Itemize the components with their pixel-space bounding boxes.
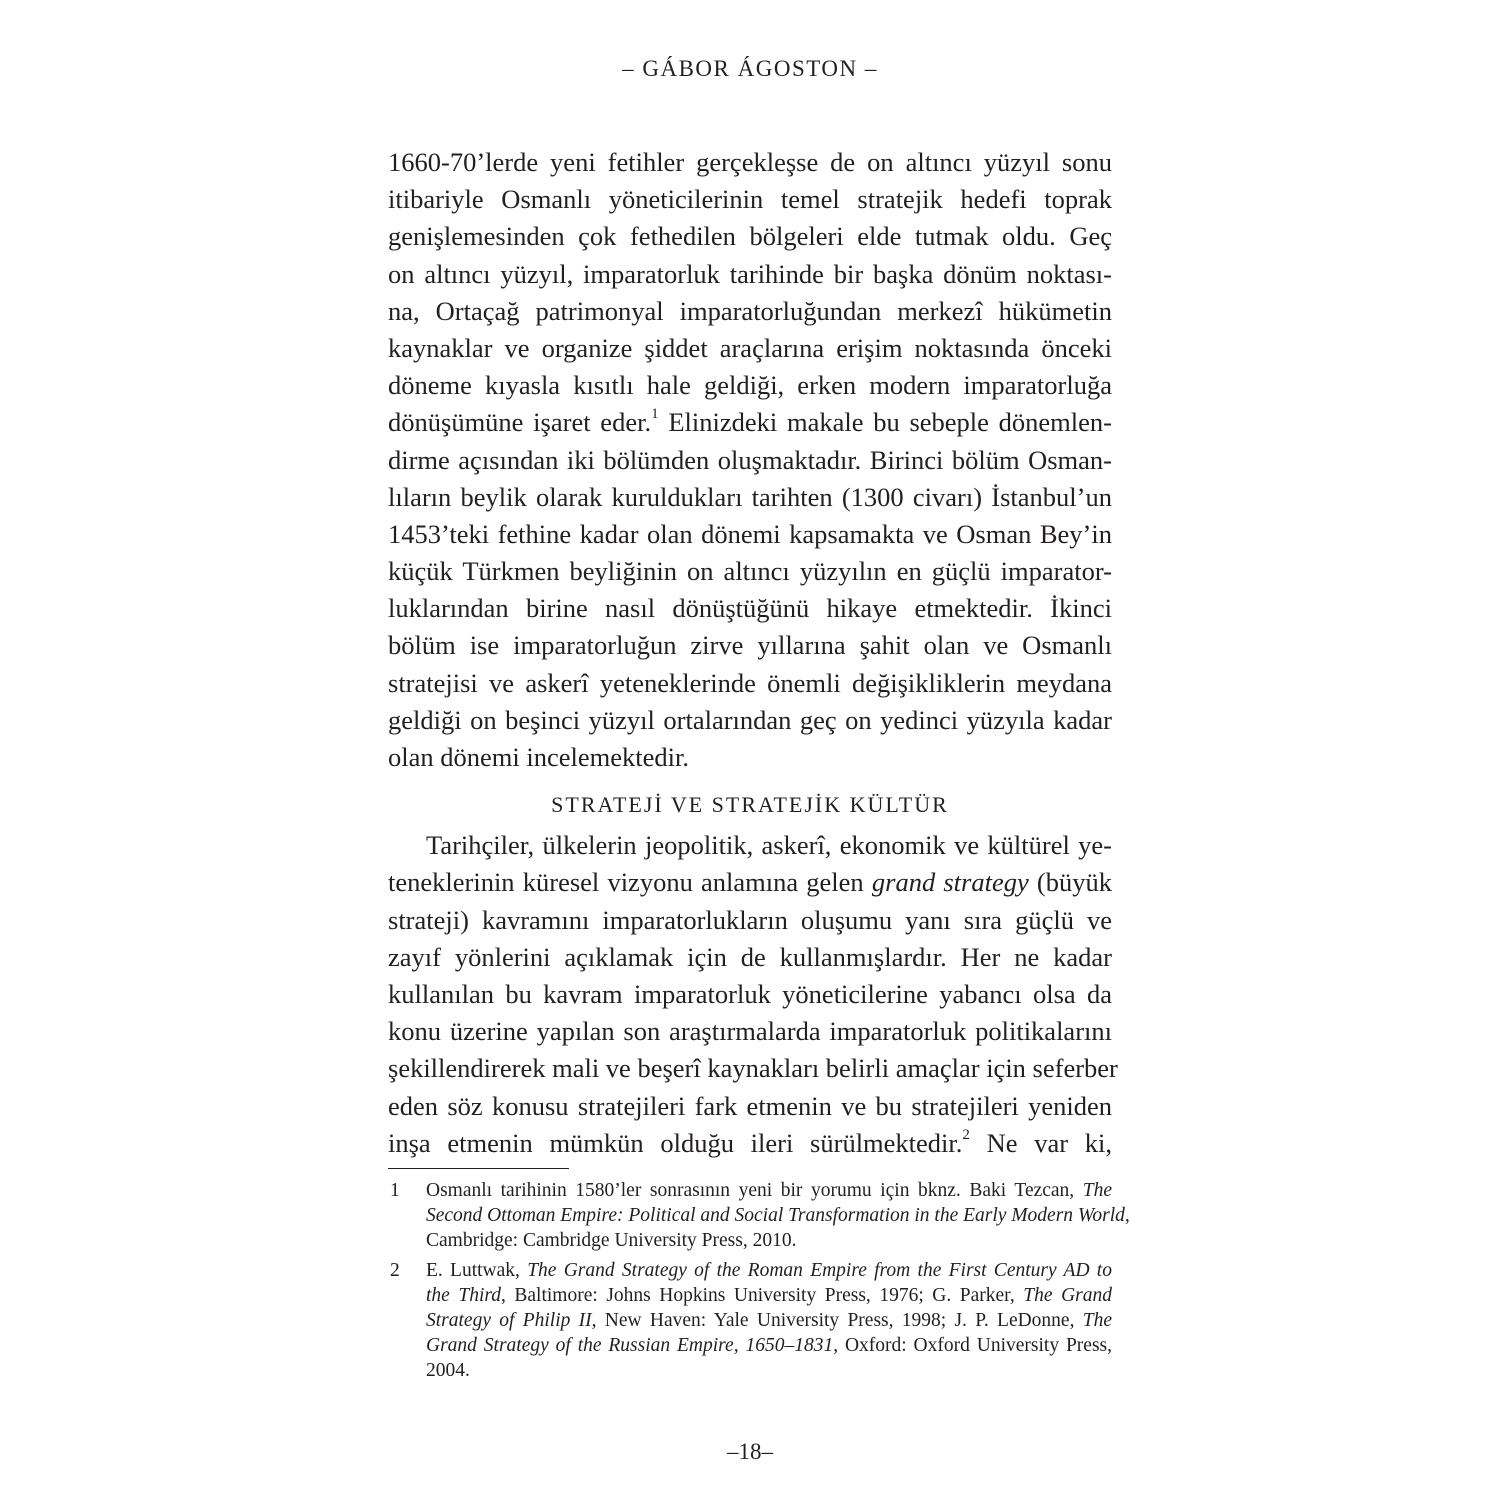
- text-run: teneklerinin küresel vizyonu anlamına gelen: [388, 867, 872, 898]
- text-run: Ne var ki,: [969, 1127, 1112, 1158]
- text-line: [388, 976, 1112, 1013]
- text-line: [388, 702, 1112, 739]
- footnote-line: [426, 1203, 1130, 1228]
- text-line: [388, 256, 1112, 293]
- paragraph: [388, 144, 1112, 776]
- text-line: [388, 553, 1112, 590]
- text-run: Osmanlı tarihinin 1580’ler sonrasının yeni bir yorumu için bknz. Baki Tezcan,: [426, 1180, 1083, 1201]
- italic-text: the Third: [426, 1284, 501, 1306]
- text-run: E. Luttwak,: [426, 1259, 528, 1281]
- text-run: şekillendirerek mali ve beşerî kaynakları belirli amaçlar için seferber: [388, 1053, 1118, 1084]
- text-line: [388, 479, 1112, 516]
- text-run: konu üzerine yapılan son araştırmalarda imparatorluk politikalarını: [388, 1016, 1112, 1047]
- text-line: [388, 404, 1112, 441]
- text-run: stratejisi ve askerî yeteneklerinde önemli değişikliklerin meydana: [388, 667, 1112, 698]
- italic-text: Grand Strategy of the Russian Empire, 1650–1831: [426, 1335, 834, 1357]
- text-run: Tarihçiler, ülkelerin jeopolitik, askerî, ekonomik ve kültürel ye-: [426, 830, 1112, 861]
- text-line: [388, 442, 1112, 479]
- italic-text: grand strategy: [871, 867, 1029, 898]
- footnote-line: [426, 1258, 1112, 1283]
- text-run: dönüşümüne işaret eder.: [388, 407, 652, 438]
- text-line: [388, 1125, 1112, 1162]
- text-run: inşa etmenin mümkün olduğu ileri sürülmektedir.: [388, 1127, 963, 1158]
- text-run: , Baltimore: Johns Hopkins University Press, 1976; G. Parker,: [500, 1284, 1024, 1306]
- text-line: [388, 293, 1112, 330]
- text-line: [388, 330, 1112, 367]
- footnote-line: [426, 1178, 1112, 1203]
- text-run: ,: [1124, 1205, 1130, 1227]
- footnote-rule: [388, 1168, 569, 1169]
- italic-text: Second Ottoman Empire: Political and Social Transformation in the Early Modern World: [426, 1205, 1125, 1227]
- text-run: lıların beylik olarak kuruldukları tarihten (1300 civarı) İstanbul’un: [388, 481, 1112, 512]
- text-line: [388, 827, 1112, 864]
- text-run: na, Ortaçağ patrimonyal imparatorluğundan merkezî hükümetin: [388, 295, 1112, 326]
- text-run: itibariyle Osmanlı yöneticilerinin temel stratejik hedefi toprak: [388, 184, 1112, 215]
- text-run: Elinizdeki makale bu sebeple dönemlen-: [658, 407, 1112, 438]
- text-run: döneme kıyasla kısıtlı hale geldiği, erken modern imparatorluğa: [388, 370, 1112, 401]
- body-text: [388, 144, 1118, 1162]
- footnote-reference: 2: [962, 1126, 970, 1143]
- text-line: [388, 144, 1112, 181]
- footnote: [388, 1178, 1130, 1254]
- text-run: , New Haven: Yale University Press, 1998; J. P. LeDonne,: [591, 1309, 1083, 1331]
- text-line: [388, 665, 1112, 702]
- text-line: [388, 939, 1112, 976]
- footnote: [388, 1258, 1112, 1384]
- text-run: kaynaklar ve organize şiddet araçlarına erişim noktasında önceki: [388, 332, 1112, 363]
- text-run: zayıf yönlerini açıklamak için de kullanmışlardır. Her ne kadar: [388, 941, 1112, 972]
- text-line: [388, 590, 1112, 627]
- text-run: (büyük: [1028, 867, 1113, 898]
- italic-text: Strategy of Philip II: [426, 1309, 592, 1331]
- italic-text: The Grand Strategy of the Roman Empire from the First Century AD to: [527, 1259, 1112, 1281]
- footnote-line: [426, 1228, 1112, 1253]
- text-line: [388, 181, 1112, 218]
- italic-text: The Grand: [1023, 1284, 1112, 1306]
- page-number: –18–: [727, 1439, 773, 1464]
- text-run: kullanılan bu kavram imparatorluk yöneticilerine yabancı olsa da: [388, 978, 1112, 1009]
- italic-text: The: [1082, 1180, 1112, 1201]
- text-line: [388, 367, 1112, 404]
- text-run: geldiği on beşinci yüzyıl ortalarından geç on yedinci yüzyıla kadar: [388, 704, 1112, 735]
- text-run: Cambridge: Cambridge University Press, 2010.: [426, 1230, 797, 1252]
- text-run: genişlemesinden çok fethedilen bölgeleri elde tutmak oldu. Geç: [388, 221, 1112, 252]
- text-line: [388, 1013, 1112, 1050]
- paragraph: [388, 827, 1118, 1162]
- text-run: bölüm ise imparatorluğun zirve yıllarına şahit olan ve Osmanlı: [388, 630, 1112, 661]
- book-page: [388, 0, 1130, 1500]
- text-line: [388, 902, 1112, 939]
- italic-text: The: [1082, 1309, 1112, 1331]
- footnote-number: 2: [390, 1259, 400, 1281]
- running-head: – GÁBOR ÁGOSTON –: [622, 56, 878, 81]
- text-run: olan dönemi incelemektedir.: [388, 742, 689, 772]
- footnote-line: [426, 1283, 1112, 1308]
- text-line: [388, 1050, 1118, 1087]
- text-run: 1660-70’lerde yeni fetihler gerçekleşse de on altıncı yüzyıl sonu: [388, 147, 1112, 177]
- text-run: strateji) kavramını imparatorlukların oluşumu yanı sıra güçlü ve: [388, 904, 1112, 935]
- text-line: [388, 627, 1112, 664]
- footnote-number: 1: [390, 1180, 400, 1201]
- text-run: küçük Türkmen beyliğinin on altıncı yüzyılın en güçlü imparator-: [388, 556, 1112, 587]
- section-heading: STRATEJİ VE STRATEJİK KÜLTÜR: [551, 792, 949, 818]
- footnote-line: [426, 1308, 1112, 1333]
- footnote-line: [426, 1358, 1112, 1383]
- text-run: 2004.: [426, 1360, 470, 1382]
- text-run: luklarından birine nasıl dönüştüğünü hikaye etmektedir. İkinci: [388, 593, 1112, 624]
- text-line: [388, 516, 1112, 553]
- text-line: [388, 218, 1112, 255]
- text-run: , Oxford: Oxford University Press,: [833, 1335, 1112, 1357]
- text-line: [388, 739, 1112, 776]
- text-run: on altıncı yüzyıl, imparatorluk tarihinde bir başka dönüm noktası-: [388, 258, 1112, 289]
- footnotes: [388, 1178, 1130, 1388]
- text-run: 1453’teki fethine kadar olan dönemi kapsamakta ve Osman Bey’in: [388, 518, 1112, 549]
- text-run: eden söz konusu stratejileri fark etmenin ve bu stratejileri yeniden: [388, 1090, 1112, 1121]
- footnote-line: [426, 1333, 1112, 1358]
- text-line: [388, 1088, 1112, 1125]
- text-run: dirme açısından iki bölümden oluşmaktadır. Birinci bölüm Osman-: [388, 444, 1112, 475]
- footnote-reference: 1: [651, 406, 659, 423]
- text-line: [388, 864, 1112, 901]
